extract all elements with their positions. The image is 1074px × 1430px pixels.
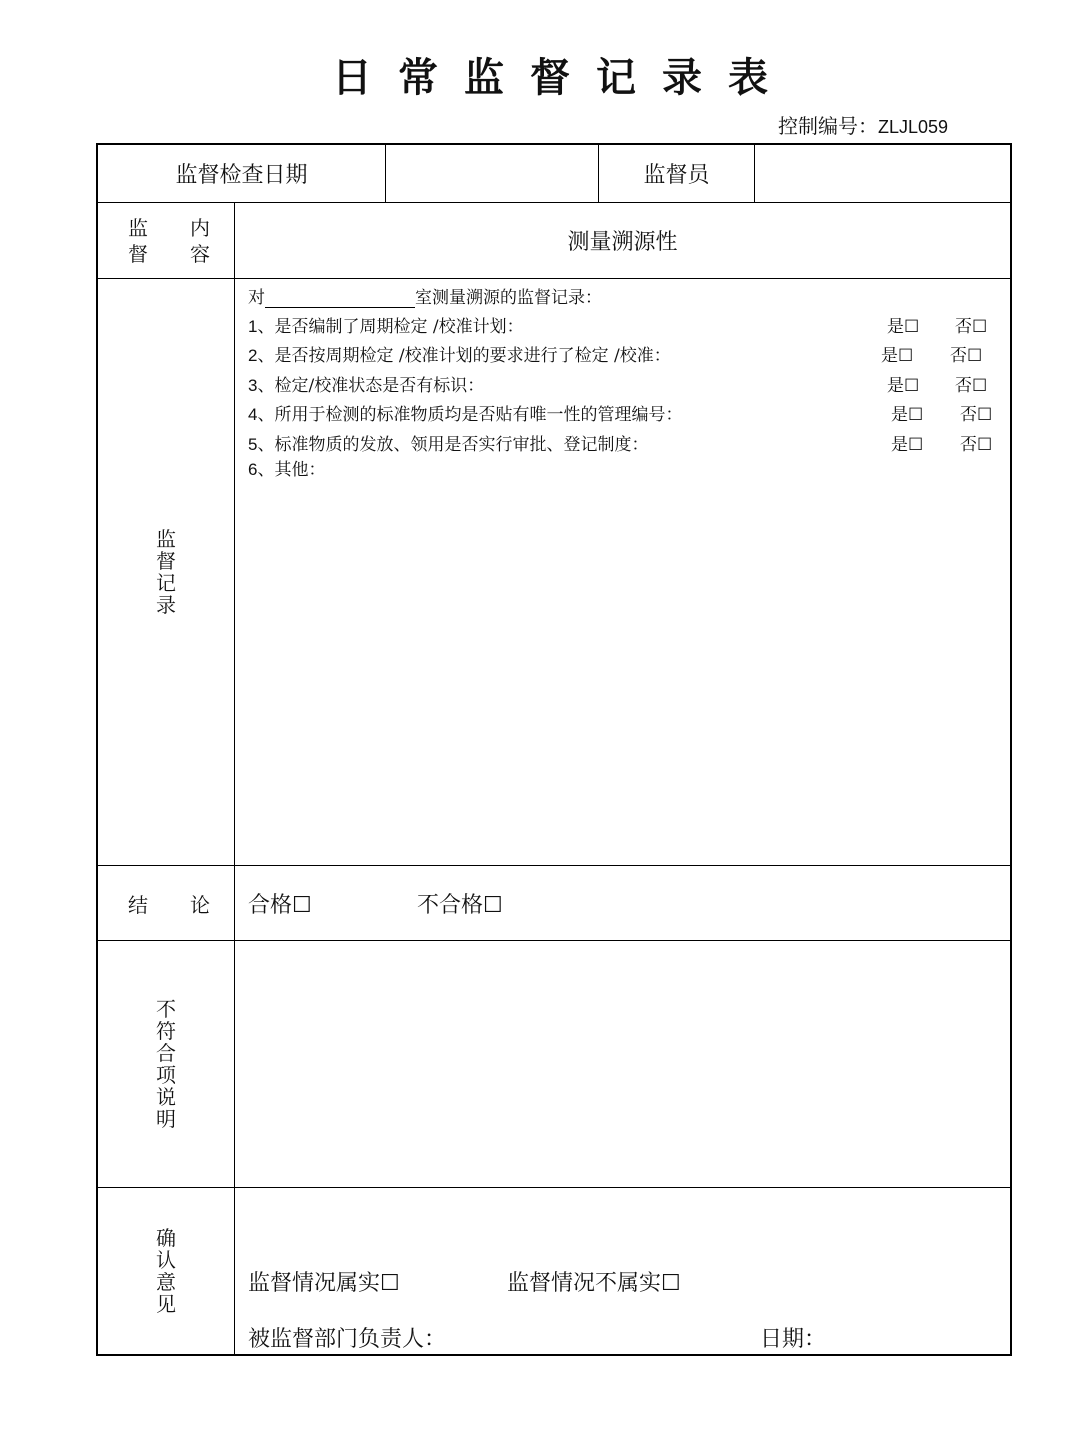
confirmation-label [98,1188,234,1354]
label-char: 录 [156,593,176,617]
item-5-yes-checkbox[interactable]: 是☐ [891,435,924,455]
inspection-date-field[interactable] [386,145,598,202]
label-char: 认 [156,1248,176,1272]
label-char: 符 [156,1019,176,1043]
control-number [778,110,948,139]
label-char: 确 [156,1226,176,1250]
record-label-text [156,528,176,616]
item-4-no-checkbox[interactable]: 否☐ [960,405,993,425]
confirmed-false-checkbox[interactable]: 监督情况不属实☐ [507,1271,681,1296]
record-item-5: 5、标准物质的发放、领用是否实行审批、登记制度： [248,435,649,455]
item-4-yes-checkbox[interactable]: 是☐ [891,405,924,425]
content-label-right [190,215,210,267]
confirmation-label-text [156,1227,176,1315]
record-item-3: 3、检定/校准状态是否有标识： [248,376,485,396]
conclusion-label-right: 论 [190,892,210,917]
item-1-no-checkbox[interactable]: 否☐ [955,317,988,337]
record-item-2: 2、是否按周期检定 /校准计划的要求进行了检定 /校准： [248,346,671,366]
content-label-char: 容 [190,242,210,266]
supervisor-label: 监督员 [643,163,710,188]
label-char: 记 [156,571,176,595]
record-item-6: 6、其他： [248,460,326,480]
label-char: 意 [156,1270,176,1294]
pass-checkbox[interactable]: 合格☐ [248,892,312,918]
nonconformity-label [98,941,234,1187]
content-label-left [128,215,148,267]
control-number-label: 控制编号： [778,114,878,138]
item-2-no-checkbox[interactable]: 否☐ [950,346,983,366]
item-1-yes-checkbox[interactable]: 是☐ [887,317,920,337]
record-item-4: 4、所用于检测的标准物质均是否贴有唯一性的管理编号： [248,405,683,425]
label-char: 见 [156,1292,176,1316]
inspection-date-label: 监督检查日期 [175,163,308,188]
content-label-char: 内 [190,216,210,240]
responsible-person-label: 被监督部门负责人： [248,1327,447,1352]
label-char: 监 [156,527,176,551]
label-char: 明 [156,1107,176,1131]
label-char: 督 [156,549,176,573]
document-title: 日常监督记录表 [332,55,794,101]
conclusion-label-left: 结 [128,892,148,917]
record-intro [248,283,602,308]
record-label [98,279,234,865]
item-2-yes-checkbox[interactable]: 是☐ [881,346,914,366]
control-number-value: ZLJL059 [878,117,949,137]
content-value: 测量溯源性 [567,230,678,255]
record-item-1: 1、是否编制了周期检定 /校准计划： [248,317,524,337]
content-label-char: 监 [128,216,148,240]
item-3-no-checkbox[interactable]: 否☐ [955,376,988,396]
label-char: 不 [156,997,176,1021]
lab-name-blank[interactable] [265,289,415,308]
record-intro-prefix: 对 [248,288,265,308]
supervision-form [96,143,1012,1356]
fail-checkbox[interactable]: 不合格☐ [417,892,503,918]
content-label-char: 督 [128,242,148,266]
label-char: 合 [156,1041,176,1065]
nonconformity-label-text [156,998,176,1130]
label-char: 说 [156,1085,176,1109]
nonconformity-field[interactable] [235,941,1010,1187]
date-label: 日期： [760,1327,827,1352]
confirmed-true-checkbox[interactable]: 监督情况属实☐ [248,1271,400,1296]
supervisor-field[interactable] [755,145,1010,202]
label-char: 项 [156,1063,176,1087]
item-3-yes-checkbox[interactable]: 是☐ [887,376,920,396]
item-5-no-checkbox[interactable]: 否☐ [960,435,993,455]
record-intro-suffix: 室测量溯源的监督记录： [415,288,602,308]
